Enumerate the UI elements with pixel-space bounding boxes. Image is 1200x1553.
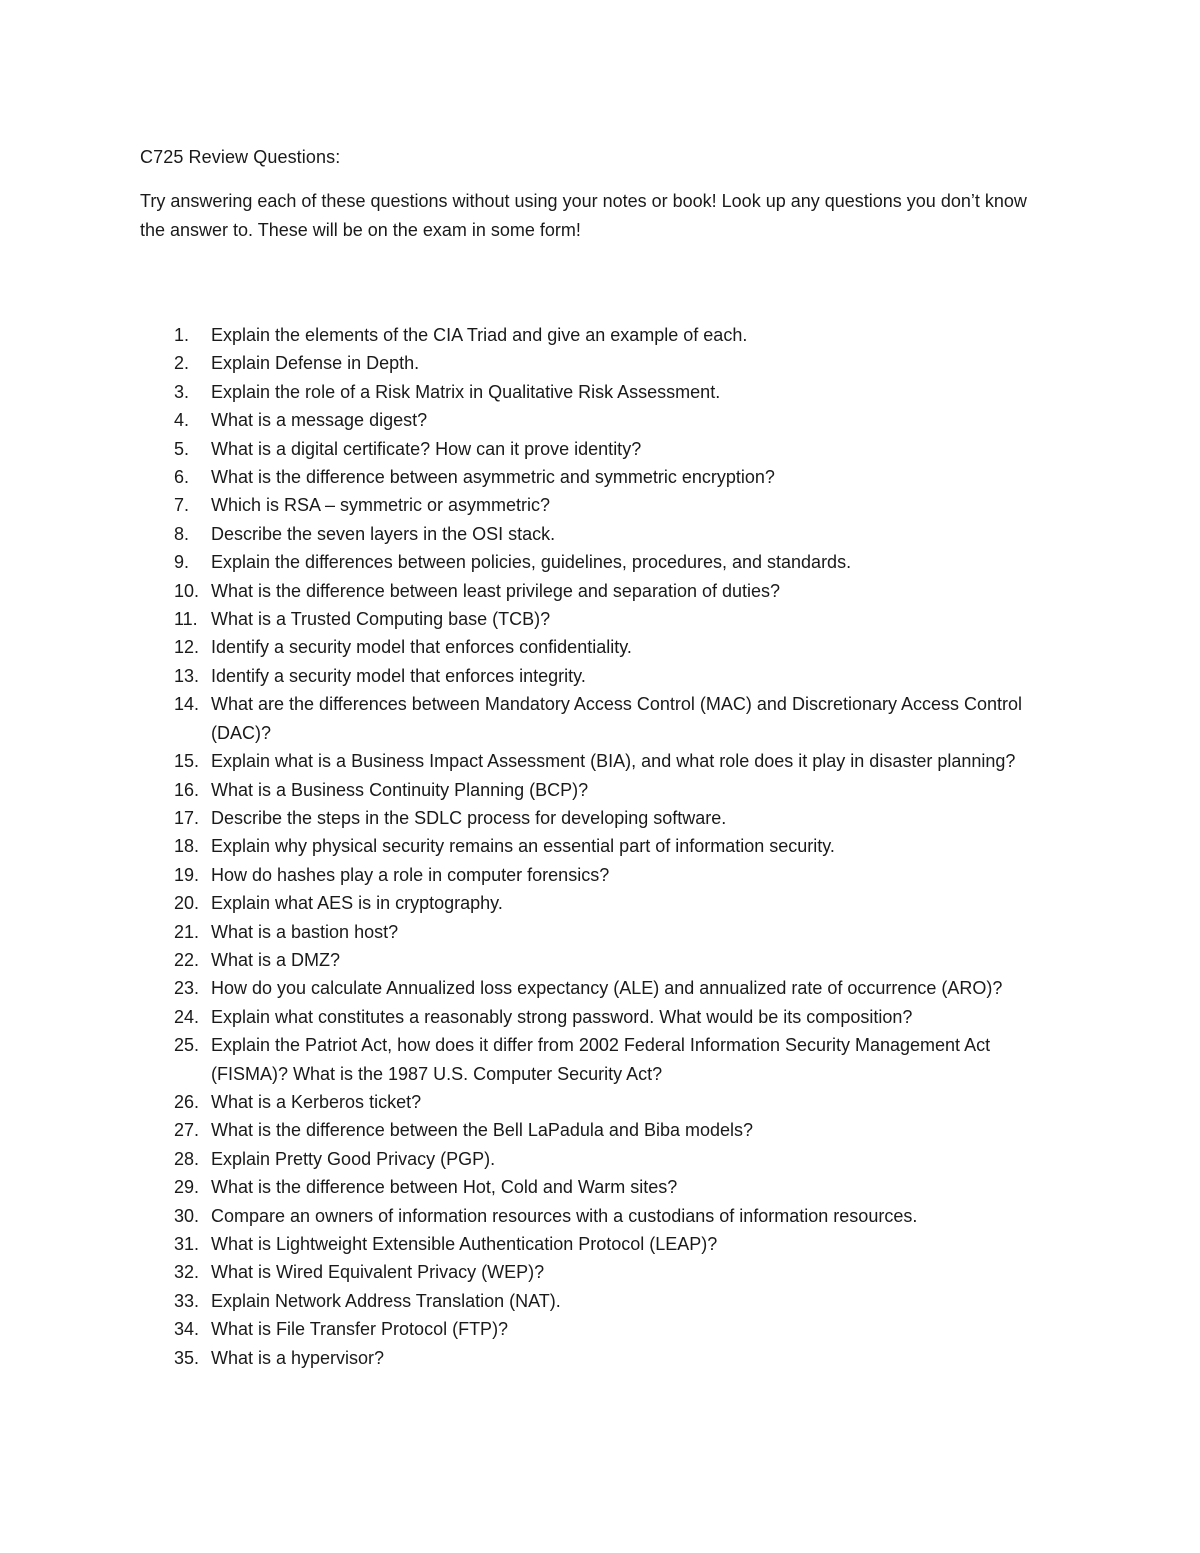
question-text: Describe the steps in the SDLC process for developing software.: [211, 807, 727, 828]
question-text: Which is RSA – symmetric or asymmetric?: [211, 495, 551, 516]
question-text: Describe the seven layers in the OSI stack.: [211, 523, 556, 544]
question-text: What is the difference between least privilege and separation of duties?: [211, 580, 781, 601]
question-text: Explain Defense in Depth.: [211, 353, 420, 374]
question-number: 22.: [174, 949, 200, 970]
question-number: 27.: [174, 1120, 200, 1141]
question-number: 33.: [174, 1290, 200, 1311]
question-item: [140, 605, 1051, 633]
question-number: 21.: [174, 921, 200, 942]
question-item: [140, 1145, 1051, 1173]
question-item: [140, 1202, 1051, 1230]
question-text: Explain the Patriot Act, how does it differ from 2002 Federal Information Security Management Act (FISMA)? What is the 1987 U.S. Computer Security Act?: [211, 1035, 991, 1084]
question-number: 31.: [174, 1234, 200, 1254]
question-text: What is File Transfer Protocol (FTP)?: [211, 1319, 509, 1340]
question-item: [140, 662, 1051, 690]
question-text: What is a DMZ?: [211, 949, 341, 970]
question-item: [140, 463, 1051, 491]
question-text: What is a digital certificate? How can it prove identity?: [211, 438, 642, 459]
question-text: What is the difference between the Bell LaPadula and Biba models?: [211, 1120, 754, 1141]
question-text: What is a message digest?: [211, 410, 428, 431]
question-item: [140, 1116, 1051, 1144]
question-number: 30.: [174, 1205, 200, 1226]
document-content: [140, 143, 1060, 1372]
question-text: Explain the role of a Risk Matrix in Qualitative Risk Assessment.: [211, 381, 721, 402]
question-item: [140, 804, 1051, 832]
question-text: How do hashes play a role in computer forensics?: [211, 864, 610, 885]
question-item: [140, 832, 1051, 860]
question-number: 2.: [174, 353, 190, 374]
question-item: [140, 520, 1051, 548]
question-number: 9.: [174, 552, 190, 573]
question-text: Identify a security model that enforces confidentiality.: [211, 637, 632, 658]
question-number: 18.: [174, 836, 200, 857]
question-item: [140, 548, 1051, 576]
question-number: 32.: [174, 1262, 200, 1283]
question-text: What is Lightweight Extensible Authentication Protocol (LEAP)?: [211, 1234, 718, 1254]
question-text: Explain what AES is in cryptography.: [211, 893, 503, 914]
question-item: [140, 633, 1051, 661]
question-number: 14.: [174, 694, 200, 715]
question-text: What is a Kerberos ticket?: [211, 1091, 422, 1112]
question-text: Explain the elements of the CIA Triad and give an example of each.: [211, 325, 748, 345]
question-item: [140, 918, 1051, 946]
question-text: Compare an owners of information resources with a custodians of information resources.: [211, 1205, 918, 1226]
question-number: 28.: [174, 1148, 200, 1169]
question-number: 16.: [174, 779, 200, 800]
question-item: [140, 321, 1051, 349]
question-text: What is a Trusted Computing base (TCB)?: [211, 609, 551, 630]
question-text: How do you calculate Annualized loss expectancy (ALE) and annualized rate of occurrence (ARO)?: [211, 978, 1003, 999]
question-item: [140, 1173, 1051, 1201]
question-text: What is Wired Equivalent Privacy (WEP)?: [211, 1262, 545, 1283]
question-item: [140, 747, 1051, 775]
question-item: [140, 1315, 1051, 1343]
question-text: Identify a security model that enforces integrity.: [211, 665, 586, 686]
question-item: [140, 435, 1051, 463]
question-number: 19.: [174, 864, 200, 885]
question-item: [140, 1088, 1051, 1116]
question-item: [140, 776, 1051, 804]
question-item: [140, 378, 1051, 406]
intro-paragraph: Try answering each of these questions without using your notes or book! Look up any questions you don’t know the answer to. These will be on the exam in some form!: [140, 191, 1027, 240]
question-text: What are the differences between Mandatory Access Control (MAC) and Discretionary Access Control (DAC)?: [211, 694, 1023, 743]
question-number: 13.: [174, 665, 200, 686]
question-item: [140, 690, 1051, 747]
question-item: [140, 974, 1051, 1002]
question-text: Explain the differences between policies, guidelines, procedures, and standards.: [211, 552, 852, 573]
question-number: 12.: [174, 637, 200, 658]
question-number: 24.: [174, 1006, 200, 1027]
question-item: [140, 889, 1051, 917]
question-item: [140, 1287, 1051, 1315]
question-list: [140, 321, 1060, 1372]
question-item: [140, 491, 1051, 519]
question-number: 8.: [174, 523, 190, 544]
question-number: 20.: [174, 893, 200, 914]
question-text: Explain Network Address Translation (NAT).: [211, 1290, 561, 1311]
question-text: What is the difference between Hot, Cold and Warm sites?: [211, 1177, 678, 1198]
question-text: Explain Pretty Good Privacy (PGP).: [211, 1148, 496, 1169]
question-item: [140, 406, 1051, 434]
question-text: What is a bastion host?: [211, 921, 399, 942]
question-text: Explain what is a Business Impact Assessment (BIA), and what role does it play in disaster planning?: [211, 751, 1016, 772]
question-item: [140, 1230, 1051, 1258]
question-number: 17.: [174, 807, 200, 828]
question-number: 15.: [174, 751, 200, 772]
document-title: C725 Review Questions:: [140, 147, 341, 167]
question-number: 34.: [174, 1319, 200, 1340]
question-number: 23.: [174, 978, 200, 999]
question-number: 5.: [174, 438, 190, 459]
question-number: 11.: [174, 609, 198, 630]
question-number: 10.: [174, 580, 200, 601]
question-number: 3.: [174, 381, 190, 402]
question-number: 29.: [174, 1177, 200, 1198]
question-text: Explain what constitutes a reasonably strong password. What would be its composition?: [211, 1006, 913, 1027]
question-text: What is the difference between asymmetric and symmetric encryption?: [211, 467, 775, 488]
question-number: 26.: [174, 1091, 200, 1112]
question-number: 25.: [174, 1035, 200, 1056]
question-item: [140, 1344, 1051, 1372]
question-item: [140, 861, 1051, 889]
question-item: [140, 577, 1051, 605]
question-text: Explain why physical security remains an essential part of information security.: [211, 836, 835, 857]
question-item: [140, 349, 1051, 377]
question-number: 6.: [174, 467, 190, 488]
question-number: 1.: [174, 325, 190, 345]
question-item: [140, 1003, 1051, 1031]
question-text: What is a Business Continuity Planning (BCP)?: [211, 779, 589, 800]
question-item: [140, 1031, 1051, 1088]
question-item: [140, 1258, 1051, 1286]
question-number: 35.: [174, 1347, 200, 1368]
question-text: What is a hypervisor?: [211, 1347, 385, 1368]
question-number: 7.: [174, 495, 190, 516]
question-item: [140, 946, 1051, 974]
question-number: 4.: [174, 410, 190, 431]
